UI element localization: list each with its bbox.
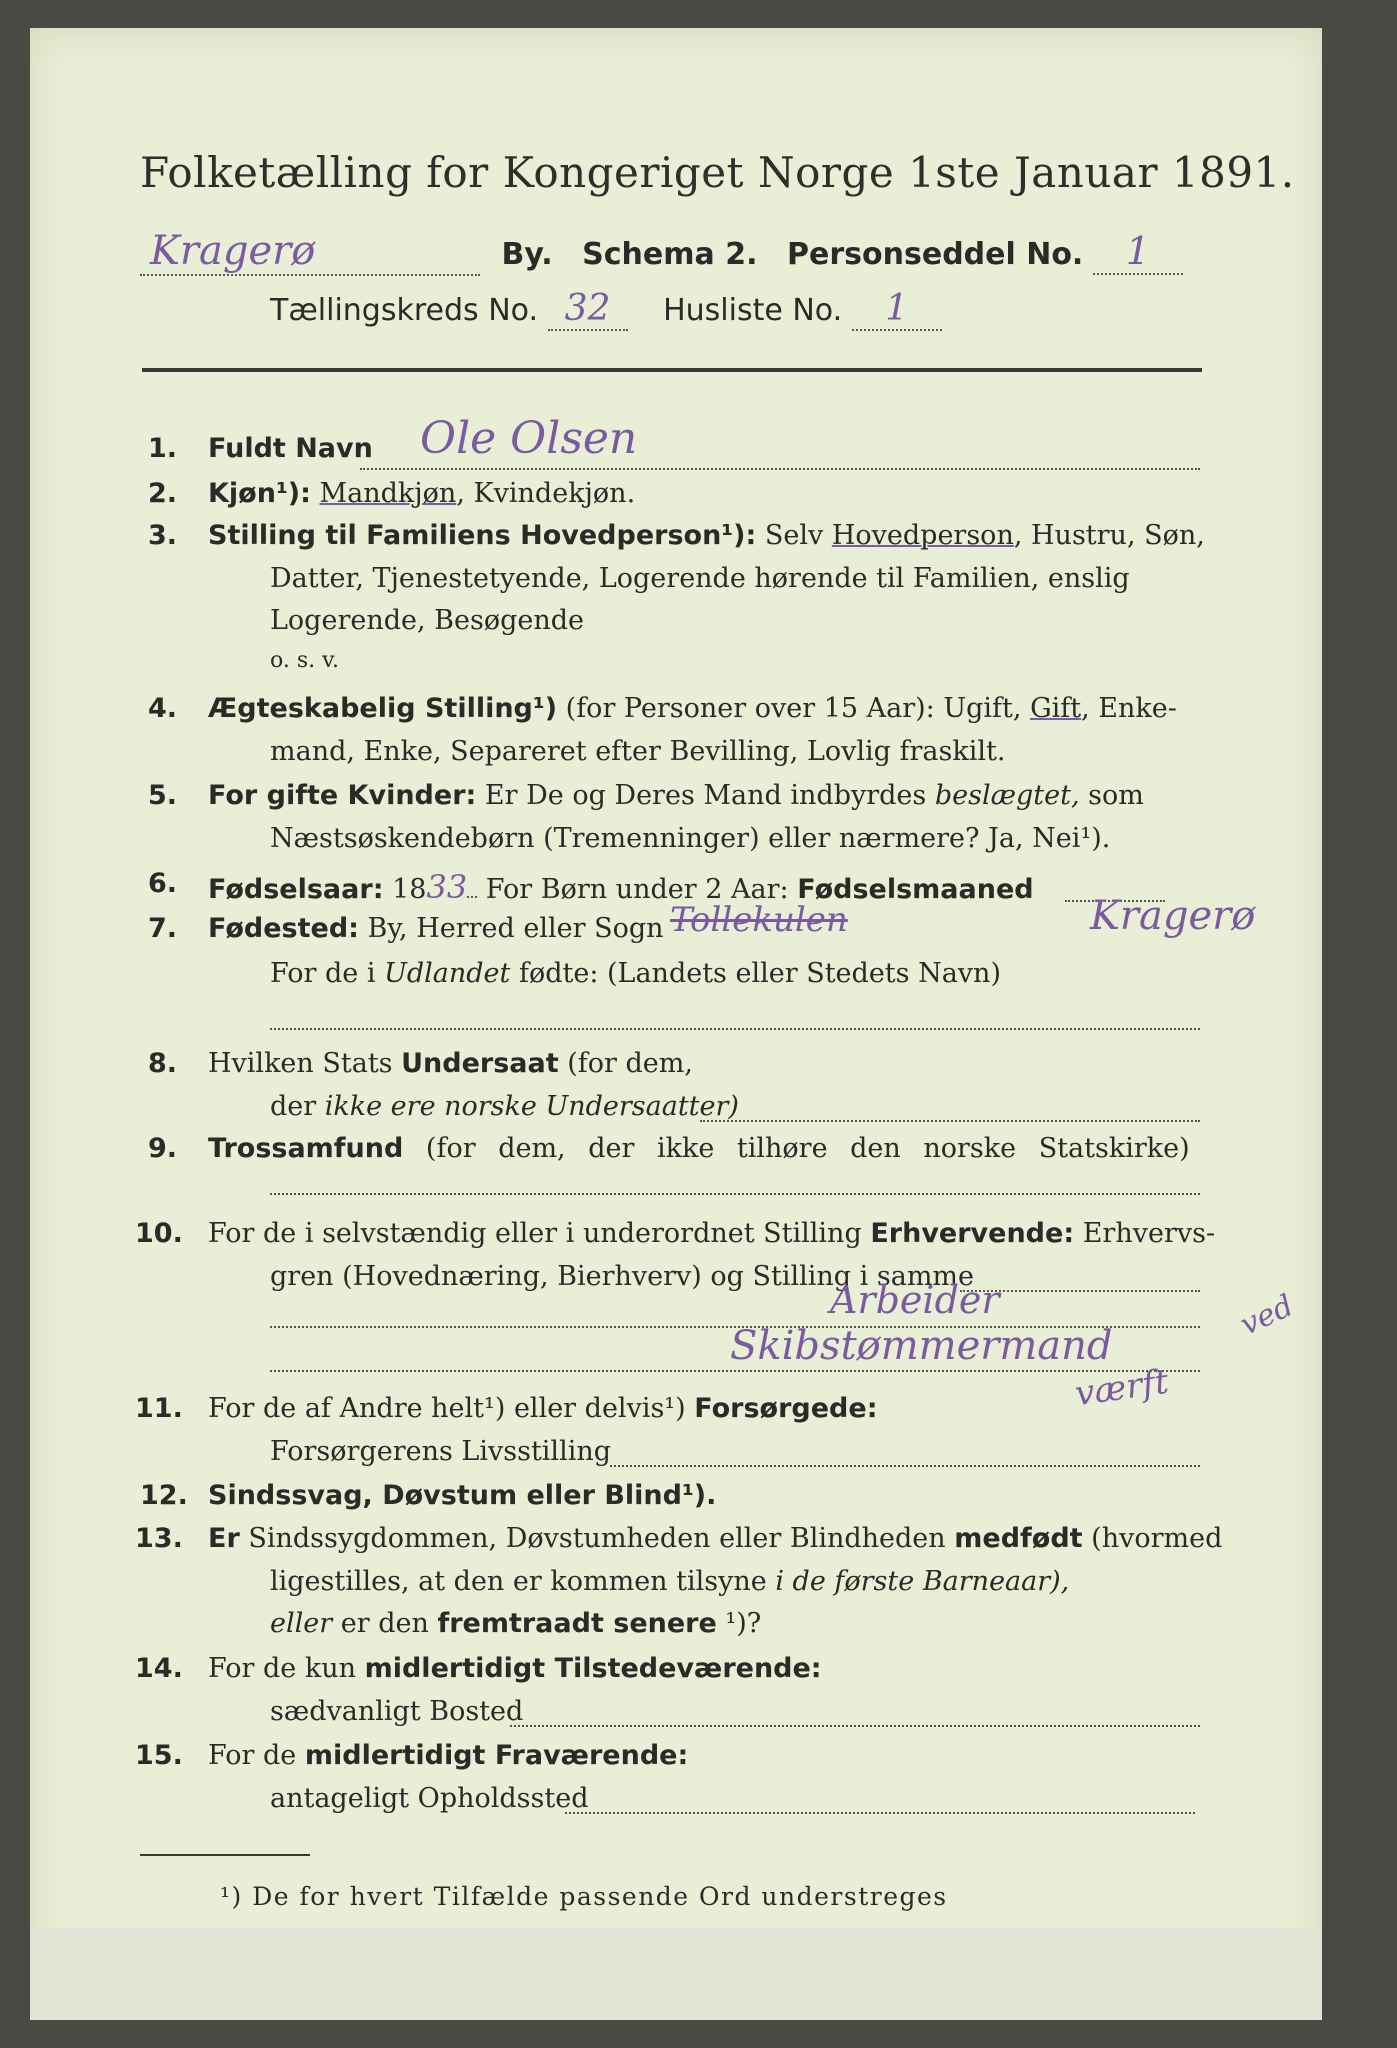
item-3-line-2: Datter, Tjenestetyende, Logerende hørende til Familien, enslig <box>270 563 1130 594</box>
item-2-text: Kjøn¹): Mandkjøn, Kvindekjøn. <box>208 478 636 509</box>
item-8-line <box>700 1120 1200 1122</box>
item-11-text: For de af Andre helt¹) eller delvis¹) Forsørgede: <box>208 1393 878 1424</box>
item-11-value: værft <box>1072 1361 1171 1415</box>
item-10-value-1: Arbeider <box>830 1278 1000 1322</box>
item-6-text: Fødselsaar: 1833 For Børn under 2 Aar: Fødselsmaaned <box>208 868 1034 906</box>
item-7-value-struck: Tollekulen <box>670 900 848 940</box>
item-15-line <box>565 1812 1195 1814</box>
item-4-text: Ægteskabelig Stilling¹) (for Personer over 15 Aar): Ugift, Gift, Enke- <box>208 693 1177 724</box>
item-3-text: Stilling til Familiens Hovedperson¹): Selv Hovedperson, Hustru, Søn, <box>208 520 1205 551</box>
item-5-line-2: Næstsøskendebørn (Tremenninger) eller nærmere? Ja, Nei¹). <box>270 823 1111 854</box>
item-13-line-2: ligestilles, at den er kommen tilsyne i de første Barneaar), <box>270 1566 1070 1597</box>
item-10-number: 10. <box>135 1218 183 1249</box>
census-form <box>30 28 1322 2020</box>
personseddel-value: 1 <box>1093 229 1183 275</box>
item-13-number: 13. <box>135 1523 183 1554</box>
item-1-value: Ole Olsen <box>420 413 638 464</box>
footnote-rule <box>140 1854 310 1856</box>
header-line-2 <box>270 288 942 331</box>
item-12-number: 12. <box>140 1480 188 1511</box>
schema-label: Schema 2. <box>582 237 758 272</box>
item-9-line <box>270 1193 1200 1195</box>
item-4-number: 4. <box>148 693 178 724</box>
item-9-text: Trossamfund (for dem, der ikke tilhøre den norske Statskirke) <box>208 1133 1190 1164</box>
item-1-line <box>360 468 1200 470</box>
by-label: By. <box>501 237 553 272</box>
item-14-number: 14. <box>135 1653 183 1684</box>
item-3-line-3: Logerende, Besøgende <box>270 605 584 636</box>
item-14-line-2: sædvanligt Bosted <box>270 1696 524 1727</box>
item-5-text: For gifte Kvinder: Er De og Deres Mand indbyrdes beslægtet, som <box>208 780 1144 811</box>
item-5-number: 5. <box>148 780 178 811</box>
place-handwritten: Kragerø <box>140 228 480 276</box>
item-15-text: For de midlertidigt Fraværende: <box>208 1740 689 1771</box>
footnote: ¹) De for hvert Tilfælde passende Ord understreges <box>220 1882 948 1911</box>
item-10-value-2: Skibstømmermand <box>730 1323 1113 1369</box>
item-7-text: Fødested: By, Herred eller Sogn <box>208 913 664 944</box>
header-line-1 <box>140 228 1183 276</box>
item-1-label: Fuldt Navn <box>208 433 373 464</box>
item-14-line <box>510 1725 1200 1727</box>
item-7-value: Kragerø <box>1090 893 1256 939</box>
item-10-value-3: ved <box>1235 1288 1299 1343</box>
item-12-text: Sindssvag, Døvstum eller Blind¹). <box>208 1480 717 1511</box>
item-8-line-2: der ikke ere norske Undersaatter) <box>270 1091 739 1122</box>
kreds-value: 32 <box>548 288 628 331</box>
item-8-text: Hvilken Stats Undersaat (for dem, <box>208 1048 693 1079</box>
husliste-value: 1 <box>852 288 942 331</box>
item-7-number: 7. <box>148 913 178 944</box>
item-10-line-c <box>270 1370 1200 1372</box>
item-3-number: 3. <box>148 520 178 551</box>
personseddel-label: Personseddel No. <box>787 237 1084 272</box>
item-9-number: 9. <box>148 1133 178 1164</box>
item-7-line <box>270 1028 1200 1030</box>
header-rule <box>142 368 1202 372</box>
item-4-line-2: mand, Enke, Separeret efter Bevilling, Lovlig fraskilt. <box>270 736 1006 767</box>
form-title: Folketælling for Kongeriget Norge 1ste Januar 1891. <box>140 148 1295 197</box>
item-6-number: 6. <box>148 868 178 899</box>
item-11-line-2: Forsørgerens Livsstilling <box>270 1436 612 1467</box>
item-10-text: For de i selvstændig eller i underordnet Stilling Erhvervende: Erhvervs- <box>208 1218 1216 1249</box>
item-11-number: 11. <box>135 1393 183 1424</box>
item-15-number: 15. <box>135 1740 183 1771</box>
item-10-line-2: gren (Hovednæring, Bierhverv) og Stilling i samme <box>270 1261 975 1292</box>
husliste-label: Husliste No. <box>663 293 843 328</box>
item-2-number: 2. <box>148 478 178 509</box>
item-13-line-3: eller er den fremtraadt senere ¹)? <box>270 1608 762 1639</box>
paper-bottom-edge <box>30 1928 1322 2020</box>
item-7-line-2: For de i Udlandet fødte: (Landets eller Stedets Navn) <box>270 958 1001 989</box>
item-14-text: For de kun midlertidigt Tilstedeværende: <box>208 1653 822 1684</box>
item-13-text: Er Sindssygdommen, Døvstumheden eller Blindheden medfødt (hvormed <box>208 1523 1223 1554</box>
item-8-number: 8. <box>148 1048 178 1079</box>
kreds-label: Tællingskreds No. <box>270 293 538 328</box>
item-11-line <box>610 1465 1200 1467</box>
item-3-line-4: o. s. v. <box>270 648 339 673</box>
item-1-number: 1. <box>148 433 178 464</box>
item-15-line-2: antageligt Opholdssted <box>270 1783 589 1814</box>
